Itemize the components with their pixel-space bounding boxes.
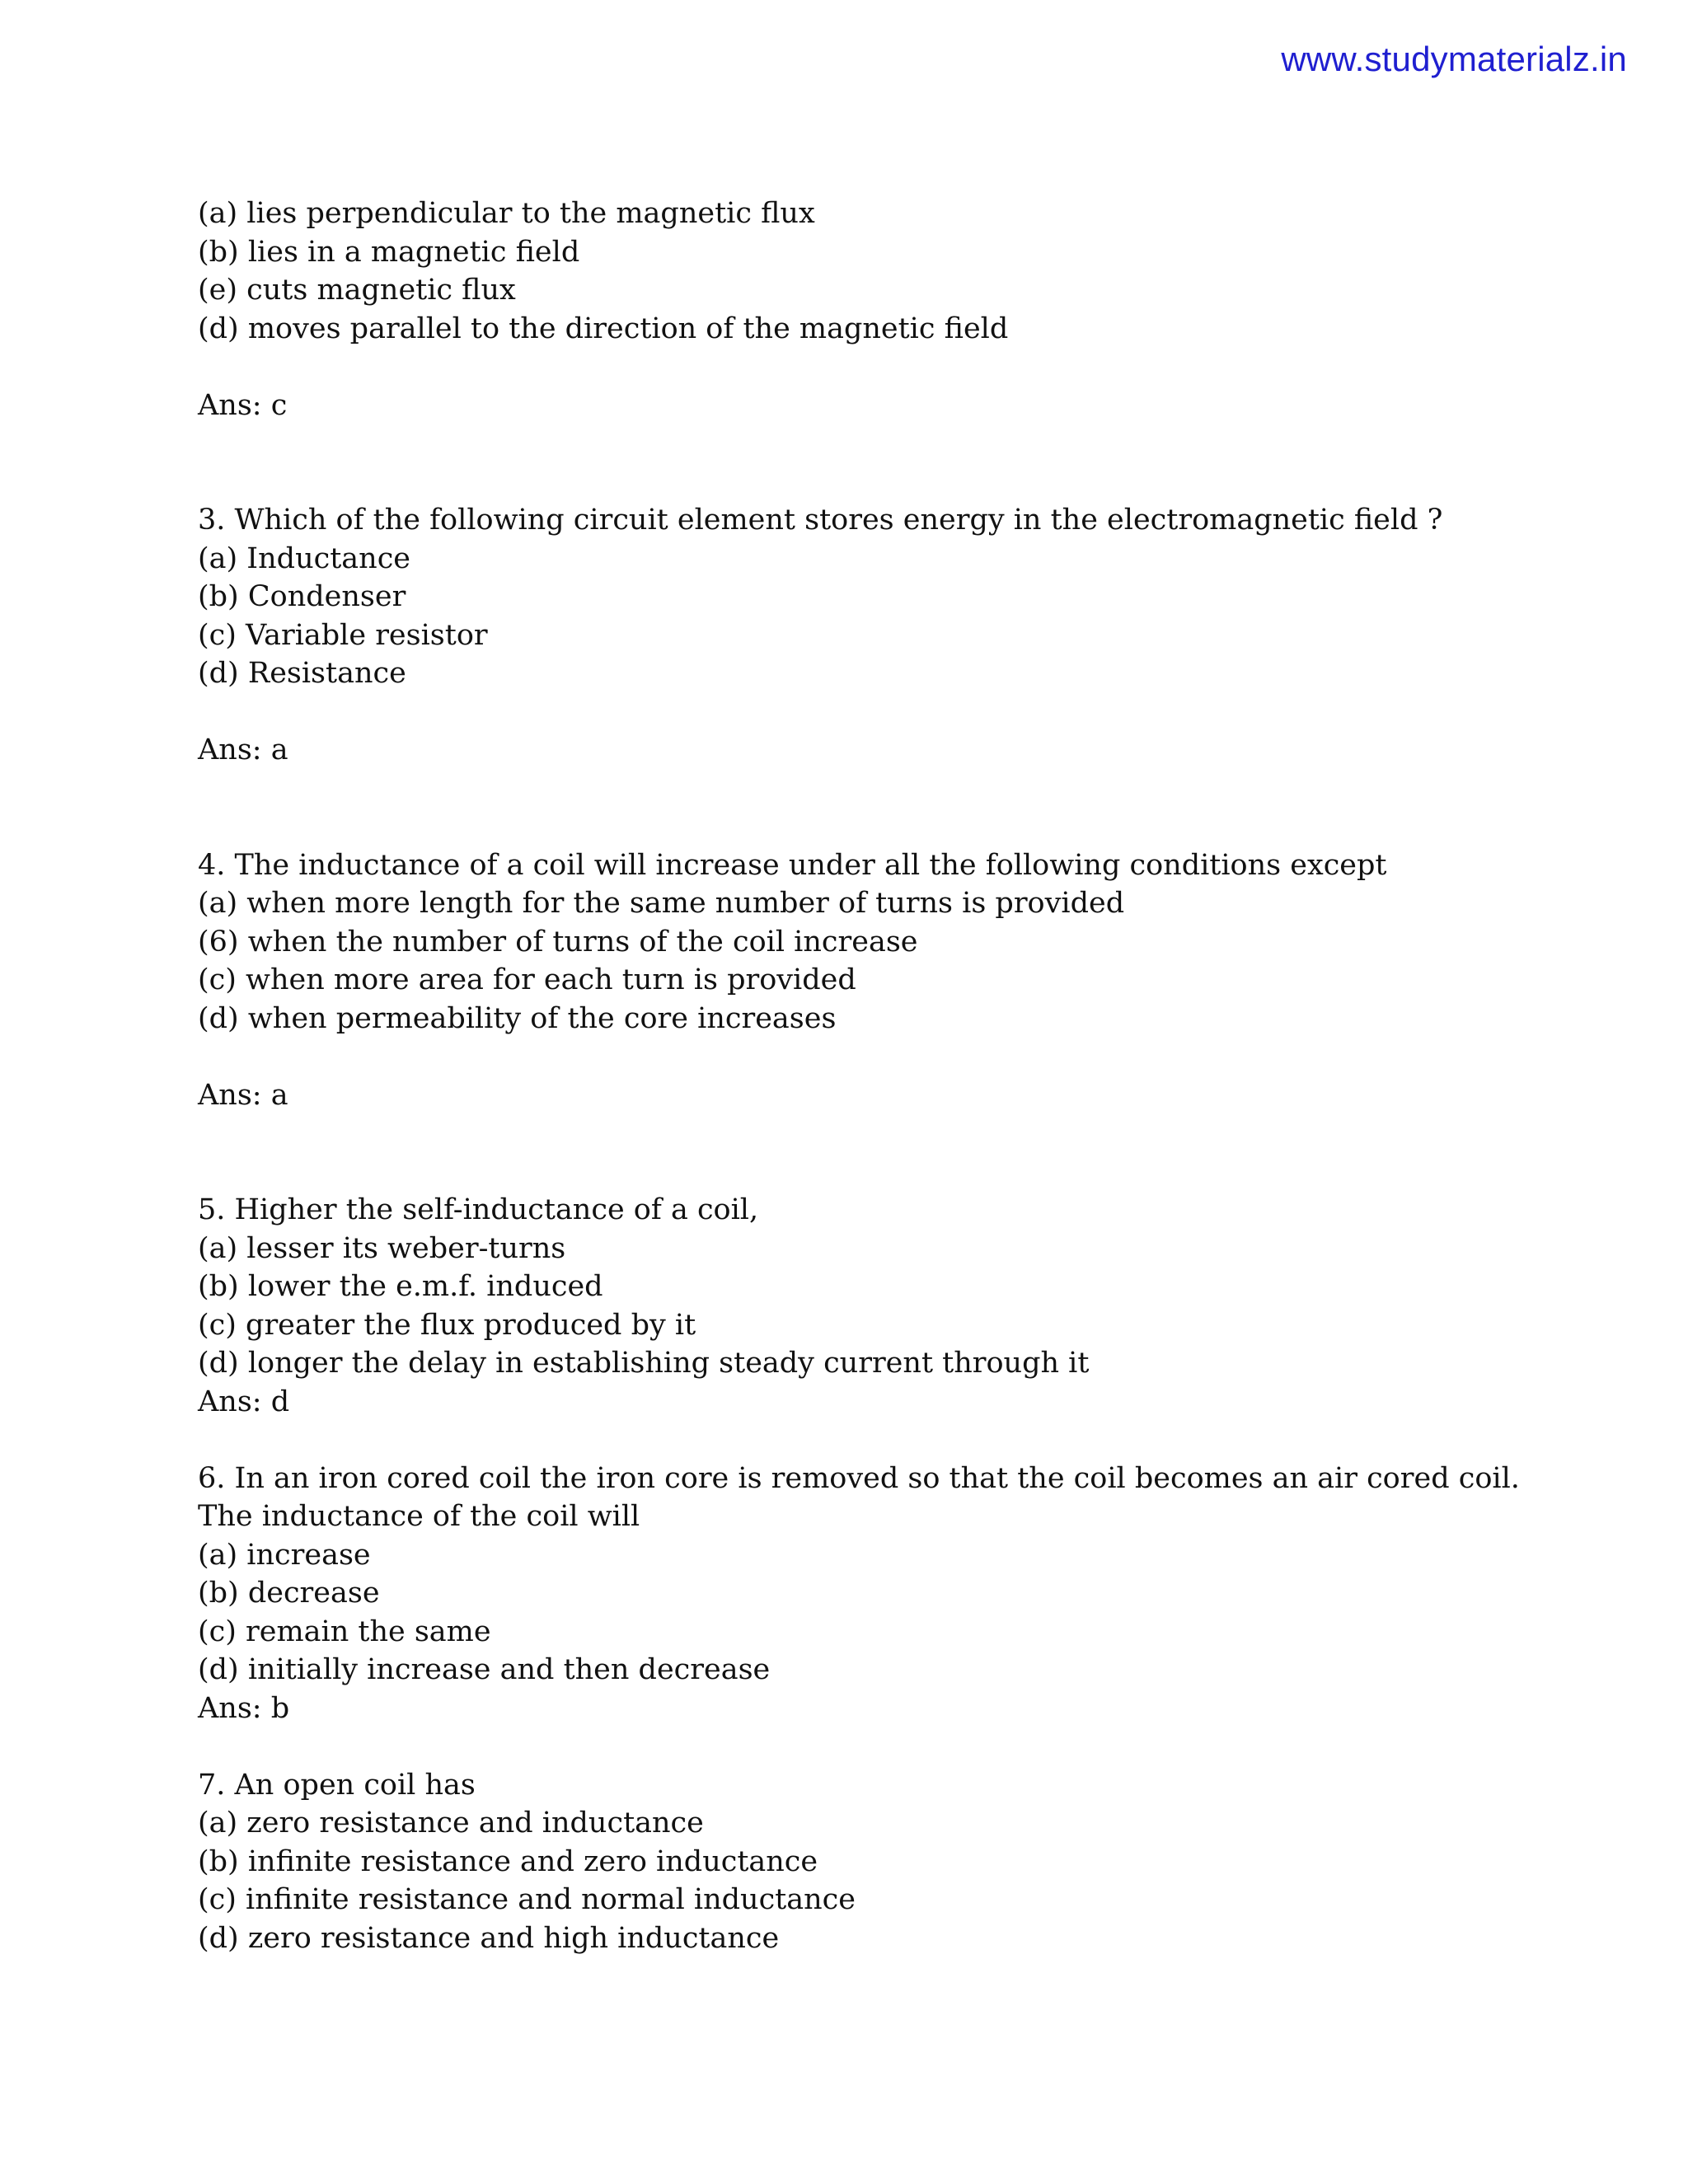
question-4: [198, 846, 1599, 1115]
document-body: [198, 194, 1599, 1957]
q6-option-c: (c) remain the same: [198, 1615, 491, 1648]
question-3: [198, 501, 1599, 770]
q3-option-b: (b) Condenser: [198, 580, 406, 613]
q5-text: 5. Higher the self-inductance of a coil,: [198, 1193, 759, 1226]
q5-option-c: (c) greater the flux produced by it: [198, 1308, 696, 1342]
q7-option-a: (a) zero resistance and inductance: [198, 1807, 704, 1840]
q7-option-d: (d) zero resistance and high inductance: [198, 1921, 780, 1955]
q4-option-b: (6) when the number of turns of the coil increase: [198, 925, 918, 958]
question-7: [198, 1766, 1599, 1958]
q2-option-a: (a) lies perpendicular to the magnetic flux: [198, 197, 815, 230]
q7-option-c: (c) infinite resistance and normal inductance: [198, 1883, 856, 1916]
site-url-link[interactable]: www.studymaterialz.in: [1281, 40, 1627, 78]
q6-option-a: (a) increase: [198, 1538, 371, 1572]
q2-option-c: (e) cuts magnetic flux: [198, 274, 516, 307]
q3-text: 3. Which of the following circuit element stores energy in the electromagnetic field ?: [198, 504, 1443, 537]
q5-answer: Ans: d: [198, 1385, 290, 1418]
q4-text: 4. The inductance of a coil will increase under all the following conditions except: [198, 848, 1387, 882]
q7-option-b: (b) infinite resistance and zero inductance: [198, 1844, 818, 1878]
q3-answer: Ans: a: [198, 733, 288, 766]
question-2: [198, 194, 1599, 424]
q6-option-b: (b) decrease: [198, 1577, 380, 1610]
q6-text-line2: The inductance of the coil will: [198, 1500, 640, 1533]
q3-option-d: (d) Resistance: [198, 657, 406, 690]
q3-option-a: (a) Inductance: [198, 541, 411, 575]
q5-option-a: (a) lesser its weber-turns: [198, 1231, 566, 1265]
question-5: [198, 1191, 1599, 1421]
q2-answer: Ans: c: [198, 388, 288, 422]
q2-option-d: (d) moves parallel to the direction of the magnetic field: [198, 312, 1009, 345]
q4-option-d: (d) when permeability of the core increases: [198, 1001, 837, 1035]
q5-option-d: (d) longer the delay in establishing steady current through it: [198, 1347, 1090, 1380]
q5-option-b: (b) lower the e.m.f. induced: [198, 1270, 603, 1303]
q6-answer: Ans: b: [198, 1691, 290, 1725]
q3-option-c: (c) Variable resistor: [198, 618, 488, 652]
q6-text-line1: 6. In an iron cored coil the iron core is removed so that the coil becomes an air cored coil.: [198, 1461, 1520, 1495]
q7-text: 7. An open coil has: [198, 1768, 476, 1802]
question-6: [198, 1460, 1599, 1728]
q4-answer: Ans: a: [198, 1078, 288, 1112]
q4-option-c: (c) when more area for each turn is provided: [198, 963, 856, 996]
q2-option-b: (b) lies in a magnetic field: [198, 235, 580, 269]
q4-option-a: (a) when more length for the same number of turns is provided: [198, 887, 1125, 920]
q6-option-d: (d) initially increase and then decrease: [198, 1653, 771, 1686]
